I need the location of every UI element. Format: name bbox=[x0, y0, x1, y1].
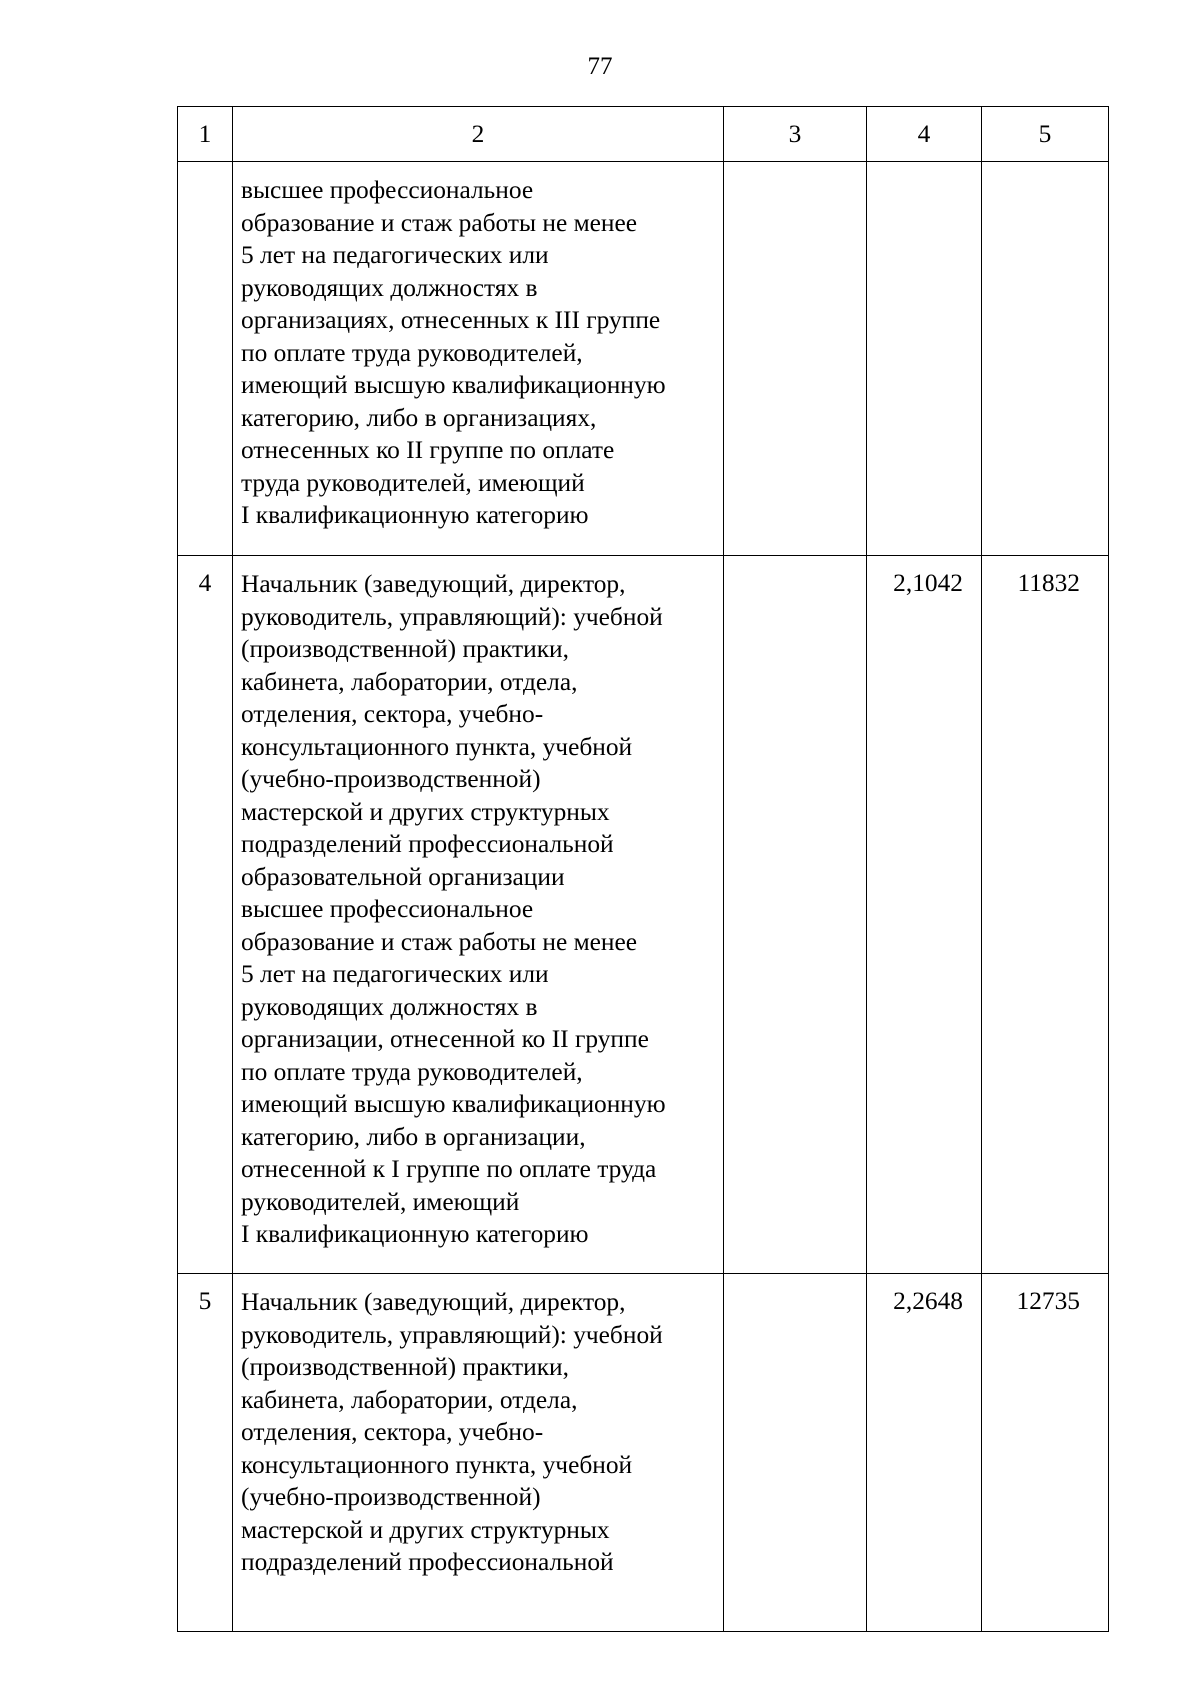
header-cell-5: 5 bbox=[982, 107, 1109, 162]
description-line: кабинета, лаборатории, отдела, bbox=[241, 1385, 578, 1414]
description-line: консультационного пункта, учебной bbox=[241, 732, 633, 761]
description-line: руководителей, имеющий bbox=[241, 1187, 520, 1216]
coefficient-cell: 2,1042 bbox=[867, 556, 982, 1274]
table-header-row bbox=[178, 107, 1109, 162]
salary-table bbox=[177, 106, 1109, 1632]
header-cell-1: 1 bbox=[178, 107, 233, 162]
description-line: отделения, сектора, учебно- bbox=[241, 700, 544, 728]
description-line: (производственной) практики, bbox=[241, 635, 569, 663]
description-line: образовательной организации bbox=[241, 862, 565, 891]
description-line: категорию, либо в организациях, bbox=[241, 403, 597, 432]
position-description-cell bbox=[233, 1274, 724, 1632]
row-number-cell: 4 bbox=[178, 556, 233, 1274]
description-line: руководящих должностях в bbox=[241, 992, 538, 1021]
description-line: труда руководителей, имеющий bbox=[241, 468, 585, 497]
salary-cell bbox=[982, 162, 1109, 556]
page-number: 77 bbox=[587, 53, 613, 80]
salary-cell: 12735 bbox=[982, 1274, 1109, 1632]
description-line: организации, отнесенной ко II группе bbox=[241, 1025, 649, 1053]
description-line: Начальник (заведующий, директор, bbox=[241, 570, 626, 598]
description-line: высшее профессиональное bbox=[241, 895, 534, 923]
header-cell-4: 4 bbox=[867, 107, 982, 162]
table-row bbox=[178, 162, 1109, 556]
description-line: образование и стаж работы не менее bbox=[241, 927, 638, 956]
description-line: кабинета, лаборатории, отдела, bbox=[241, 667, 578, 696]
position-description-cell bbox=[233, 556, 724, 1274]
description-line: образование и стаж работы не менее bbox=[241, 208, 638, 237]
description-line: по оплате труда руководителей, bbox=[241, 338, 583, 367]
col3-cell bbox=[724, 162, 867, 556]
description-line: подразделений профессиональной bbox=[241, 830, 614, 858]
description-line: по оплате труда руководителей, bbox=[241, 1057, 583, 1086]
header-cell-2: 2 bbox=[233, 107, 724, 162]
description-line: отделения, сектора, учебно- bbox=[241, 1418, 544, 1446]
col3-cell bbox=[724, 556, 867, 1274]
header-cell-3: 3 bbox=[724, 107, 867, 162]
description-line: руководитель, управляющий): учебной bbox=[241, 602, 663, 631]
description-line: (производственной) практики, bbox=[241, 1353, 569, 1381]
row-number-cell bbox=[178, 162, 233, 556]
description-line: I квалификационную категорию bbox=[241, 1220, 589, 1248]
description-line: отнесенной к I группе по оплате труда bbox=[241, 1155, 657, 1183]
description-line: руководитель, управляющий): учебной bbox=[241, 1320, 663, 1349]
description-line: мастерской и других структурных bbox=[241, 1515, 610, 1544]
description-line: мастерской и других структурных bbox=[241, 797, 610, 826]
description-line: 5 лет на педагогических или bbox=[241, 960, 549, 988]
coefficient-cell bbox=[867, 162, 982, 556]
salary-cell: 11832 bbox=[982, 556, 1109, 1274]
description-line: Начальник (заведующий, директор, bbox=[241, 1288, 626, 1316]
description-line: (учебно-производственной) bbox=[241, 765, 541, 793]
description-line: категорию, либо в организации, bbox=[241, 1122, 586, 1151]
row-number-cell: 5 bbox=[178, 1274, 233, 1632]
description-line: высшее профессиональное bbox=[241, 176, 534, 204]
position-description-cell bbox=[233, 162, 724, 556]
description-line: организациях, отнесенных к III группе bbox=[241, 306, 661, 334]
description-line: (учебно-производственной) bbox=[241, 1483, 541, 1511]
coefficient-cell: 2,2648 bbox=[867, 1274, 982, 1632]
description-line: имеющий высшую квалификационную bbox=[241, 371, 666, 399]
description-line: руководящих должностях в bbox=[241, 273, 538, 302]
description-line: 5 лет на педагогических или bbox=[241, 241, 549, 269]
description-line: имеющий высшую квалификационную bbox=[241, 1090, 666, 1118]
description-line: отнесенных ко II группе по оплате bbox=[241, 436, 615, 464]
description-line: I квалификационную категорию bbox=[241, 501, 589, 529]
description-line: консультационного пункта, учебной bbox=[241, 1450, 633, 1479]
table-row bbox=[178, 1274, 1109, 1632]
description-line: подразделений профессиональной bbox=[241, 1548, 614, 1576]
table-row bbox=[178, 556, 1109, 1274]
col3-cell bbox=[724, 1274, 867, 1632]
